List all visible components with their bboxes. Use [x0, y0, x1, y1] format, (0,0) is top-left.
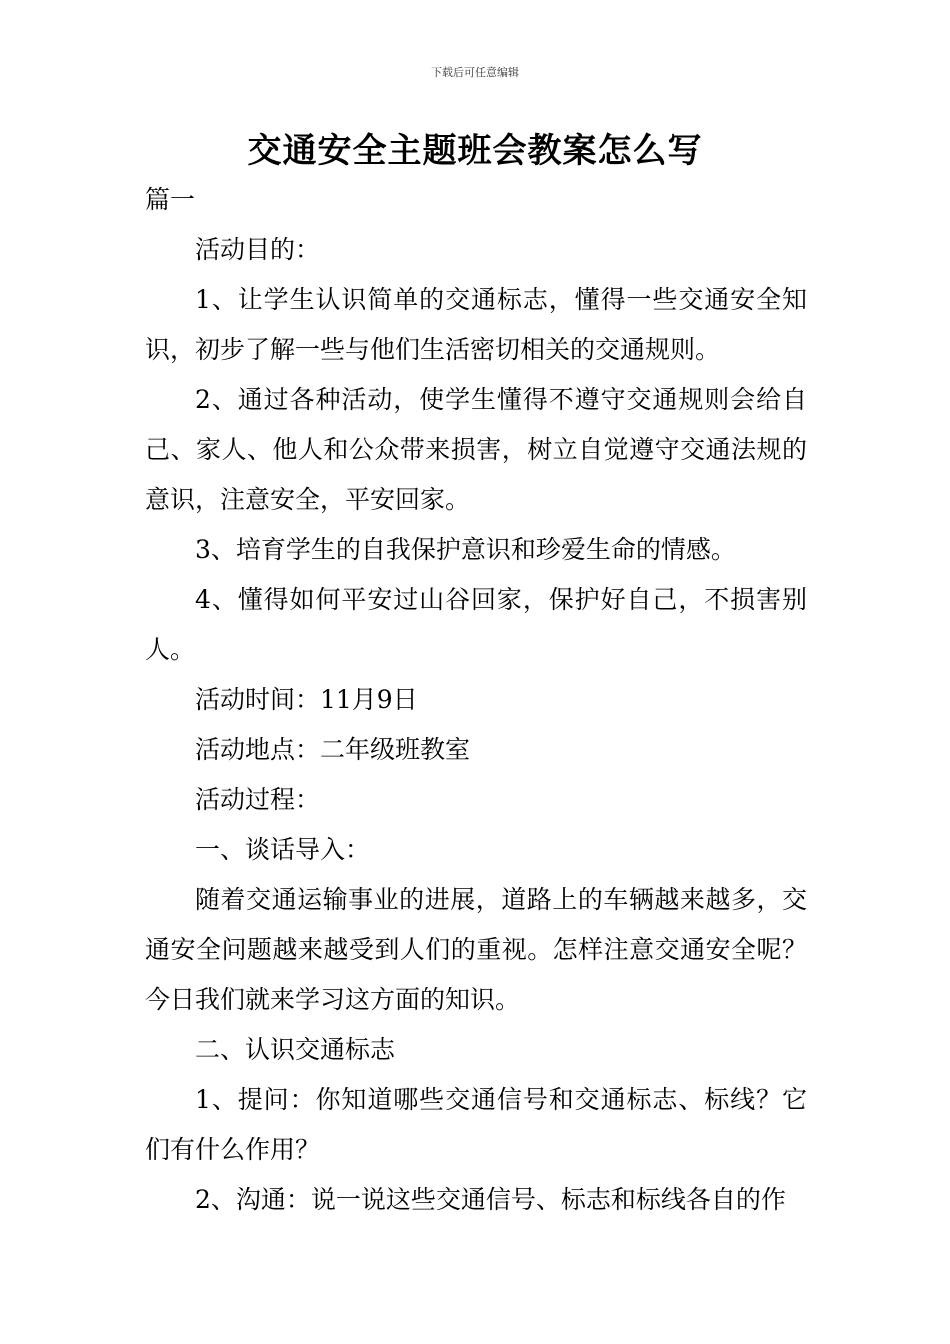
paragraph-step-2-item-1: 1、提问：你知道哪些交通信号和交通标志、标线？它们有什么作用？: [145, 1085, 807, 1164]
paragraph-objective-3: 3、培育学生的自我保护意识和珍爱生命的情感。: [195, 535, 736, 564]
paragraph-step-2-heading: 二、认识交通标志: [195, 1035, 396, 1064]
paragraph-step-1-heading: 一、谈话导入：: [195, 835, 371, 864]
paragraph-activity-location: 活动地点：二年级班教室: [195, 735, 471, 764]
paragraph-step-2-item-2: 2、沟通：说一说这些交通信号、标志和标线各自的作: [195, 1185, 786, 1214]
page-header-note: 下载后可任意编辑: [431, 66, 519, 79]
paragraph-activity-time: 活动时间：11月9日: [195, 685, 418, 714]
section-label: 篇一: [145, 185, 196, 214]
paragraph-objective-2: 2、通过各种活动，使学生懂得不遵守交通规则会给自己、家人、他人和公众带来损害，树立自觉遵守交通法规的意识，注意安全，平安回家。: [145, 385, 807, 514]
paragraph-objective-4: 4、懂得如何平安过山谷回家，保护好自己，不损害别人。: [145, 585, 807, 664]
paragraph-step-1-body: 随着交通运输事业的进展，道路上的车辆越来越多，交通安全问题越来越受到人们的重视。怎样注意交通安全呢？今日我们就来学习这方面的知识。: [145, 885, 807, 1014]
document-body: [145, 175, 807, 1225]
paragraph-process-heading: 活动过程：: [195, 785, 321, 814]
paragraph-objective-1: 1、让学生认识简单的交通标志，懂得一些交通安全知识，初步了解一些与他们生活密切相关的交通规则。: [145, 285, 807, 364]
paragraph-objective-heading: 活动目的：: [195, 235, 321, 264]
document-title: 交通安全主题班会教案怎么写: [247, 131, 703, 171]
